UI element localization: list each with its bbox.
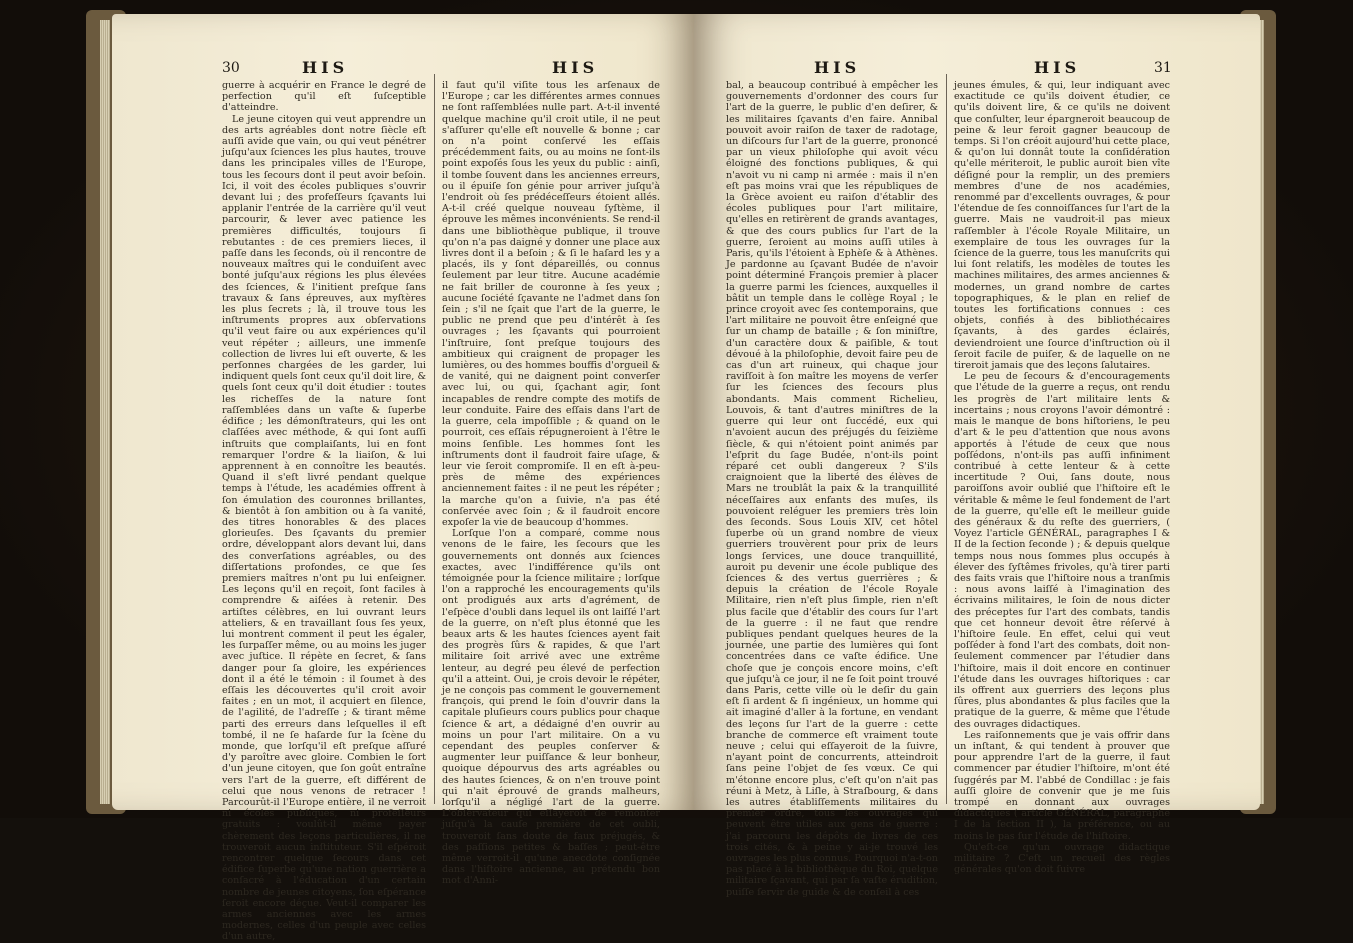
running-head-right: HIS [552,58,599,77]
paragraph: bal, a beaucoup contribué à empêcher les gouvernements d'ordonner des cours ſur l'art de la guerre, le public d'en deſirer, & les militaires ſçavants d'en faire. Annibal pouvoit avoir raiſon de taxer de radotage, un diſcours ſur l'art de la guerre, prononcé par un vieux philoſophe qui avoit vécu éloigné des fonctions publiques, & qui n'avoit vu ni camp ni armée : mais il n'en eſt pas moins vrai que les républiques de la Grèce avoient eu raiſon d'établir des écoles publiques pour l'art militaire, qu'elles en retirèrent de grands avantages, & que des cours publics ſur l'art de la guerre, ſeroient au moins auſſi utiles à Paris, qu'ils l'étoient à Ephèſe & à Athènes. Je pardonne au ſçavant Budée de n'avoir point déterminé François premier à placer la guerre parmi les ſciences, auxquelles il bâtit un temple dans le collège Royal ; le prince croyoit avec ſes contemporains, que l'art militaire ne pouvoit être enſeigné que ſur un champ de bataille ; & ſon miniſtre, d'un caractère doux & paiſible, & tout dévoué à la philoſophie, devoit faire peu de cas d'un art ruineux, qui chaque jour raviſſoit à ſon maître les moyens de verſer ſur les ſciences des ſecours plus abondants. Mais comment Richelieu, Louvois, & tant d'autres miniſtres de la guerre qui leur ont ſuccédé, eux qui n'avoient aucun des préjugés du ſeizième ſiècle, & qui n'étoient point animés par l'eſprit du ſage Budée, n'ont-ils point réparé cet oubli dangereux ? S'ils craignoient que la liberté des élèves de Mars ne troublât la paix & la tranquillité néceſſaires aux enfants des muſes, ils pouvoient reléguer les premiers très loin des ſeconds. Sous Louis XIV, cet hôtel ſuperbe où un grand nombre de vieux guerriers trouvèrent pour prix de leurs longs ſervices, une douce tranquillité, auroit pu devenir une école publique des ſciences & des vertus guerrières ; & depuis la création de l'école Royale Militaire, rien n'eſt plus ſimple, rien n'eſt plus facile que d'établir des cours ſur l'art de la guerre : il ne faut que rendre publiques pendant quelques heures de la journée, une partie des lumières qui ſont concentrées dans ce vaſte édifice. Une choſe que je conçois encore moins, c'eſt que juſqu'à ce jour, il ne ſe ſoit point trouvé dans Paris, cette ville où le deſir du gain eſt ſi ardent & ſi ingénieux, un homme qui ait imaginé d'aller à la fortune, en vendant des leçons ſur l'art de la guerre : cette branche de commerce eſt vraiment toute neuve ; celui qui eſſayeroit de la ſuivre, n'ayant point de concurrents, atteindroit ſans peine l'objet de ſes vœux. Ce qui m'étonne encore plus, c'eſt qu'on n'ait pas réuni à Metz, à Liſle, à Straſbourg, & dans les autres établiſſements militaires du premier ordre, tous les ouvrages qui peuvent être utiles aux gens de guerre : j'ai parcouru les dépôts de livres de ces trois cités, & à peine y ai-je trouvé les ouvrages les plus connus. Pourquoi n'a-t-on pas placé à la bibliothèque du Roi, quelque militaire ſçavant, qui par ſa vaſte érudition, puiſſe ſervir de guide & de conſeil à ces [726,80,938,898]
paragraph: Les raiſonnements que je vais offrir dans un inſtant, & qui tendent à prouver que pour apprendre l'art de la guerre, il faut commencer par étudier l'hiſtoire, m'ont été ſuggérés par M. l'abbé de Condillac : je fais auſſi gloire de convenir que je me ſuis trompé en donnant aux ouvrages didactiques ( article GÉNÉRAL, paragraphe I de la ſection II ), la préférence, ou au moins le pas ſur l'étude de l'hiſtoire. [954,729,1170,842]
page-number: 30 [222,60,240,76]
column-rule [946,74,947,804]
text-column-1 [726,80,938,898]
running-head-left: HIS [302,58,349,77]
paragraph: Qu'eſt-ce qu'un ouvrage didactique militaire ? C'eſt un recueil des règles générales qu'on doit ſuivre [954,841,1170,876]
page-number: 31 [1154,60,1172,76]
paragraph: il faut qu'il viſite tous les arſenaux de l'Europe ; car les différentes armes connues ne ſont raſſemblées nulle part. A-t-il inventé quelque machine qu'il croit utile, il ne peut s'aſſurer qu'elle eſt nouvelle & bonne ; car on n'a point conſervé les eſſais précédemment faits, ou au moins ne ſont-ils point expoſés ſous les yeux du public : ainſi, il tombe ſouvent dans les anciennes erreurs, ou il épuiſe ſon génie pour arriver juſqu'à l'endroit où ſes prédéceſſeurs étoient allés. A-t-il créé quelque nouveau ſyſtème, il éprouve les mêmes inconvénients. Se rend-il dans une bibliothèque publique, il trouve qu'on n'a pas daigné y donner une place aux livres dont il a beſoin ; & ſi le haſard les y a placés, ils y ſont dépareillés, ou connus ſeulement par leur titre. Aucune académie ne fait briller de couronne à ſes yeux ; aucune ſociété ſçavante ne l'admet dans ſon ſein ; s'il ne ſçait que l'art de la guerre, le public ne prend que peu d'intérêt à ſes ouvrages ; les ſçavants qui pourroient l'inſtruire, ſont preſque toujours des ambitieux qui craignent de propager les lumières, ou des hommes bouffis d'orgueil & de vanité, qui ne daignent point converſer avec lui, ou qui, ſçachant agir, ſont incapables de rendre compte des motifs de leur conduite. Faire des eſſais dans l'art de la guerre, cela impoſſible ; & quand on le pourroit, ces eſſais répugneroient à l'être le moins ſenſible. Les hommes ſont les inſtruments dont il faudroit faire uſage, & leur vie ſeroit compromiſe. Il en eſt à-peu-près de même des expériences anciennement faites : il ne peut les répéter ; la marche qu'on a ſuivie, n'a pas été conſervée avec ſoin ; & il faudroit encore expoſer la vie de beaucoup d'hommes. [442,80,660,528]
text-column-2 [442,80,660,887]
page-edges-left [100,20,110,804]
paragraph: jeunes émules, & qui, leur indiquant avec exactitude ce qu'ils doivent étudier, ce qu'ils doivent lire, & ce qu'ils ne doivent que conſulter, leur épargneroit beaucoup de peine & leur feroit gagner beaucoup de temps. Si l'on créoit aujourd'hui cette place, & qu'on lui donnât toute la conſidération qu'elle mériteroit, le public auroit bien vîte déſigné pour la remplir, un des premiers membres d'une de nos académies, renommé par d'excellents ouvrages, & pour l'étendue de ſes connoiſſances ſur l'art de la guerre. Mais ne vaudroit-il pas mieux raſſembler à l'école Royale Militaire, un exemplaire de tous les ouvrages ſur la ſcience de la guerre, tous les manuſcrits qui lui ſont relatifs, les modèles de toutes les machines militaires, des armes anciennes & modernes, un grand nombre de cartes topographiques, & le plan en relief de toutes les fortifications connues : ces objets, confiés à des bibliothécaires ſçavants, à des gardes éclairés, deviendroient une ſource d'inſtruction où il ſeroit facile de puiſer, & de laquelle on ne tireroit jamais que des leçons ſalutaires. [954,80,1170,372]
left-page [112,14,694,943]
text-column-1 [222,80,426,943]
paragraph: Le jeune citoyen qui veut apprendre un des arts agréables dont notre ſiècle eſt auſſi avide que vain, ou qui veut pénétrer juſqu'aux ſciences les plus hautes, trouve dans les principales villes de l'Europe, tous les ſecours dont il peut avoir beſoin. Ici, il voit des écoles publiques s'ouvrir devant lui ; des profeſſeurs ſçavants lui applanir l'entrée de la carrière qu'il veut parcourir, & lever avec patience les premières difficultés, toujours ſi rebutantes : de ces premiers lieces, il paſſe dans les ſeconds, où il rencontre de nouveaux maîtres qui le conduiſent avec bonté juſqu'aux régions les plus élevées des ſciences, & l'initient preſque ſans travaux & ſans épreuves, aux myſtères les plus ſecrets ; là, il trouve tous les inſtruments propres aux obſervations qu'il veut faire ou aux expériences qu'il veut répéter ; ailleurs, une immenſe collection de livres lui eſt ouverte, & les perſonnes chargées de les garder, lui indiquent quels ſont ceux qu'il doit lire, & quels ſont ceux qu'il doit étudier : toutes les richeſſes de la nature ſont raſſemblées dans un vaſte & ſuperbe édifice ; les démonſtrateurs, qui les ont claſſées avec méthode, & qui ſont auſſi inſtruits que complaiſants, lui en font remarquer l'ordre & la liaiſon, & lui apprennent à en connoître les beautés. Quand il s'eſt livré pendant quelque temps à l'étude, les académies offrent à ſon émulation des couronnes brillantes, & bientôt à ſon ambition ou à ſa vanité, des titres honorables & des places glorieuſes. Des ſçavants du premier ordre, développant alors devant lui, dans des converſations agréables, ou des diſſertations profondes, ce que ſes premiers maîtres n'ont pu lui enſeigner. Les leçons qu'il en reçoit, ſont faciles à comprendre & aiſées à retenir. Des artiſtes célèbres, en lui ouvrant leurs atteliers, & en travaillant ſous ſes yeux, lui montrent comment il peut les égaler, les ſurpaſſer même, ou au moins les juger avec juſtice. Il répète en ſecret, & ſans danger pour ſa gloire, les expériences dont il a été le témoin : il ſoumet à des eſſais les découvertes qu'il croit avoir faites ; en un mot, il acquiert en ſilence, de l'agilité, de l'adreſſe ; & tirant même parti des erreurs dans leſquelles il eſt tombé, il ne ſe haſarde ſur la ſcène du monde, que lorſqu'il eſt preſque aſſuré d'y paroître avec gloire. Combien le ſort d'un jeune citoyen, que ſon goût entraîne vers l'art de la guerre, eſt différent de celui que nous venons de retracer ! Parcourût-il l'Europe entière, il ne verroit ni écoles publiques, ni profeſſeurs gratuits : voulût-il même payer chèrement des leçons particulières, il ne trouveroit aucun inſtituteur. S'il eſpéroit rencontrer quelque ſecours dans cet édifice ſuperbe qu'une nation guerrière a conſacré à l'éducation d'un certain nombre de jeunes citoyens, ſon eſpérance ſeroit encore déçue. Veut-il comparer les armes anciennes avec les armes modernes, celles d'un peuple avec celles d'un autre, [222,113,426,943]
column-rule [434,74,435,804]
running-head-left: HIS [814,58,861,77]
paragraph: Lorſque l'on a comparé, comme nous venons de le faire, les ſecours que les gouvernements ont donnés aux ſciences exactes, avec l'indifférence qu'ils ont témoignée pour la ſcience militaire ; lorſque l'on a rapproché les encouragements qu'ils ont prodigués aux arts d'agrément, de l'eſpèce d'oubli dans lequel ils ont laiſſé l'art de la guerre, on n'eſt plus étonné que les beaux arts & les hautes ſciences ayent fait des progrès ſûrs & rapides, & que l'art militaire ſoit arrivé avec une extrême lenteur, au degré peu élevé de perfection qu'il a atteint. Oui, je crois devoir le répéter, je ne conçois pas comment le gouvernement françois, qui prend le ſoin d'ouvrir dans la capitale pluſieurs cours publics pour chaque ſcience & art, a dédaigné d'en ouvrir au moins un pour l'art militaire. On a vu cependant des peuples conſerver & augmenter leur puiſſance & leur bonheur, quoique dépourvus des arts agréables ou des hautes ſciences, & on n'en trouve point qui n'ait éprouvé de grands malheurs, lorſqu'il a négligé l'art de la guerre. L'obſervateur qui eſſayeroit de remonter juſqu'à la cauſe première de cet oubli, trouveroit ſans doute de faux préjugés, & des paſſions petites & baſſes ; peut-être même verroit-il qu'une anecdote conſignée dans l'hiſtoire ancienne, au prétendu bon mot d'Anni- [442,528,660,887]
right-page [694,14,1260,898]
running-head-right: HIS [1034,58,1081,77]
paragraph: Le peu de ſecours & d'encouragements que l'étude de la guerre a reçus, ont rendu les progrès de l'art militaire lents & incertains ; nous croyons l'avoir démontré : mais le manque de bons hiſtoriens, le peu d'art & le peu d'attention que nous avons apportés à l'étude de ceux que nous poſſédons, n'ont-ils pas auſſi infiniment contribué à cette lenteur & à cette incertitude ? Oui, ſans doute, nous paroiſſons avoir oublié que l'hiſtoire eſt le véritable & même le ſeul fondement de l'art de la guerre, qu'elle eſt le meilleur guide des généraux & du reſte des guerriers, ( Voyez l'article GÉNÉRAL, paragraphes I & II de la ſection ſeconde ) ; & depuis quelque temps nous nous ſommes plus occupés à élever des ſyſtêmes frivoles, qu'à tirer parti des faits vrais que l'hiſtoire nous a tranſmis : nous avons laiſſé à l'imagination des écrivains militaires, le ſoin de nous dicter des préceptes ſur l'art des combats, tandis que cet honneur devoit être réſervé à l'hiſtoire ſeule. En effet, celui qui veut poſſéder à fond l'art des combats, doit non-ſeulement commencer par l'étudier dans l'hiſtoire, mais il doit encore en continuer l'étude dans les ouvrages hiſtoriques : car ils offrent aux guerriers des leçons plus ſûres, plus abondantes & plus faciles que la pratique de la guerre, & même que l'étude des ouvrages didactiques. [954,371,1170,730]
paragraph: guerre à acquérir en France le degré de perfection qu'il eſt ſuſceptible d'atteindre. [222,80,426,114]
text-column-2 [954,80,1170,876]
